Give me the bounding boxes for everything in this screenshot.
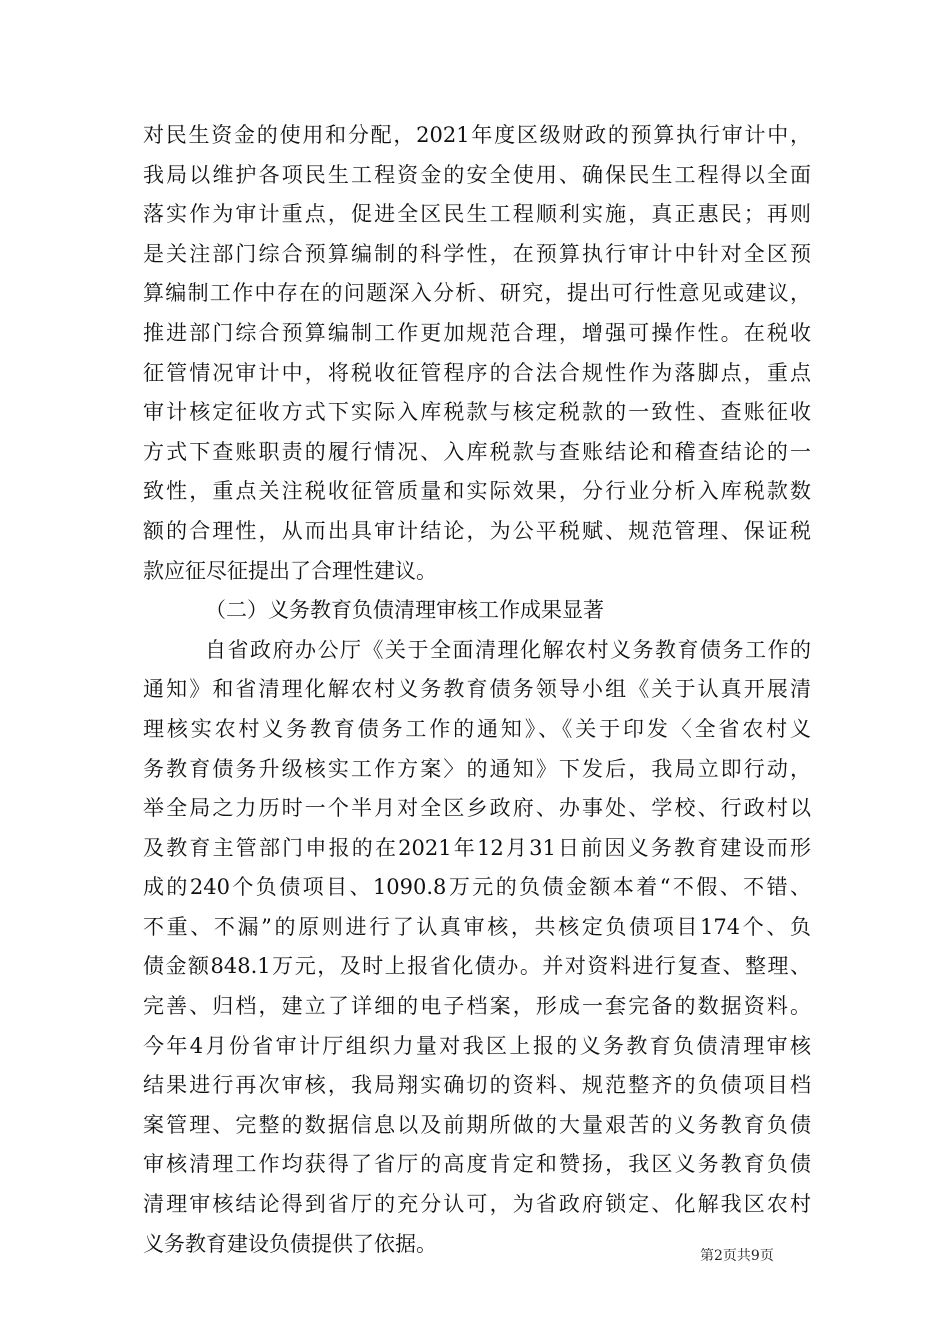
text-line: 算编制工作中存在的问题深入分析、研究，提出可行性意见或建议， [143, 281, 811, 306]
document-body [143, 116, 811, 1264]
text-line: 方式下查账职责的履行情况、入库税款与查账结论和稽查结论的一 [143, 439, 811, 464]
text-line: 今年4月份省审计厅组织力量对我区上报的义务教育负债清理审核 [143, 1033, 811, 1058]
text-line: 征管情况审计中，将税收征管程序的合法合规性作为落脚点，重点 [143, 360, 811, 385]
text-line: 额的合理性，从而出具审计结论，为公平税赋、规范管理、保证税 [143, 518, 811, 543]
text-line: 审核清理工作均获得了省厅的高度肯定和赞扬，我区义务教育负债 [143, 1152, 811, 1177]
text-line: 落实作为审计重点，促进全区民生工程顺利实施，真正惠民；再则 [143, 202, 811, 227]
text-line: 完善、归档，建立了详细的电子档案，形成一套完备的数据资料。 [143, 994, 811, 1019]
text-line: 自省政府办公厅《关于全面清理化解农村义务教育债务工作的 [205, 637, 811, 662]
text-line: 理核实农村义务教育债务工作的通知》、《关于印发〈全省农村义 [143, 716, 811, 741]
text-line: 对民生资金的使用和分配，2021年度区级财政的预算执行审计中， [143, 123, 811, 147]
text-line: 审计核定征收方式下实际入库税款与核定税款的一致性、查账征收 [143, 400, 811, 425]
text-line: 及教育主管部门申报的在2021年12月31日前因义务教育建设而形 [143, 835, 811, 860]
text-line: 不重、不漏”的原则进行了认真审核，共核定负债项目174个、负 [143, 914, 811, 939]
section-heading: （二）义务教育负债清理审核工作成果显著 [205, 598, 604, 623]
text-line: 款应征尽征提出了合理性建议。 [143, 558, 437, 583]
text-line: 通知》和省清理化解农村义务教育债务领导小组《关于认真开展清 [143, 677, 811, 702]
text-line: 务教育债务升级核实工作方案〉的通知》下发后，我局立即行动， [143, 756, 811, 781]
text-line: 我局以维护各项民生工程资金的安全使用、确保民生工程得以全面 [143, 162, 811, 187]
page-number: 第2页共9页 [700, 1248, 774, 1264]
text-line: 推进部门综合预算编制工作更加规范合理，增强可操作性。在税收 [143, 320, 811, 345]
text-line: 成的240个负债项目、1090.8万元的负债金额本着“不假、不错、 [143, 875, 811, 900]
text-line: 结果进行再次审核，我局翔实确切的资料、规范整齐的负债项目档 [143, 1073, 811, 1098]
text-line: 义务教育建设负债提供了依据。 [143, 1231, 437, 1256]
text-line: 案管理、完整的数据信息以及前期所做的大量艰苦的义务教育负债 [143, 1112, 811, 1137]
text-line: 是关注部门综合预算编制的科学性，在预算执行审计中针对全区预 [143, 241, 811, 266]
text-line: 举全局之力历时一个半月对全区乡政府、办事处、学校、行政村以 [143, 796, 811, 821]
text-line: 致性，重点关注税收征管质量和实际效果，分行业分析入库税款数 [143, 479, 811, 504]
text-line: 债金额848.1万元，及时上报省化债办。并对资料进行复查、整理、 [143, 954, 811, 979]
text-line: 清理审核结论得到省厅的充分认可，为省政府锁定、化解我区农村 [143, 1192, 811, 1217]
